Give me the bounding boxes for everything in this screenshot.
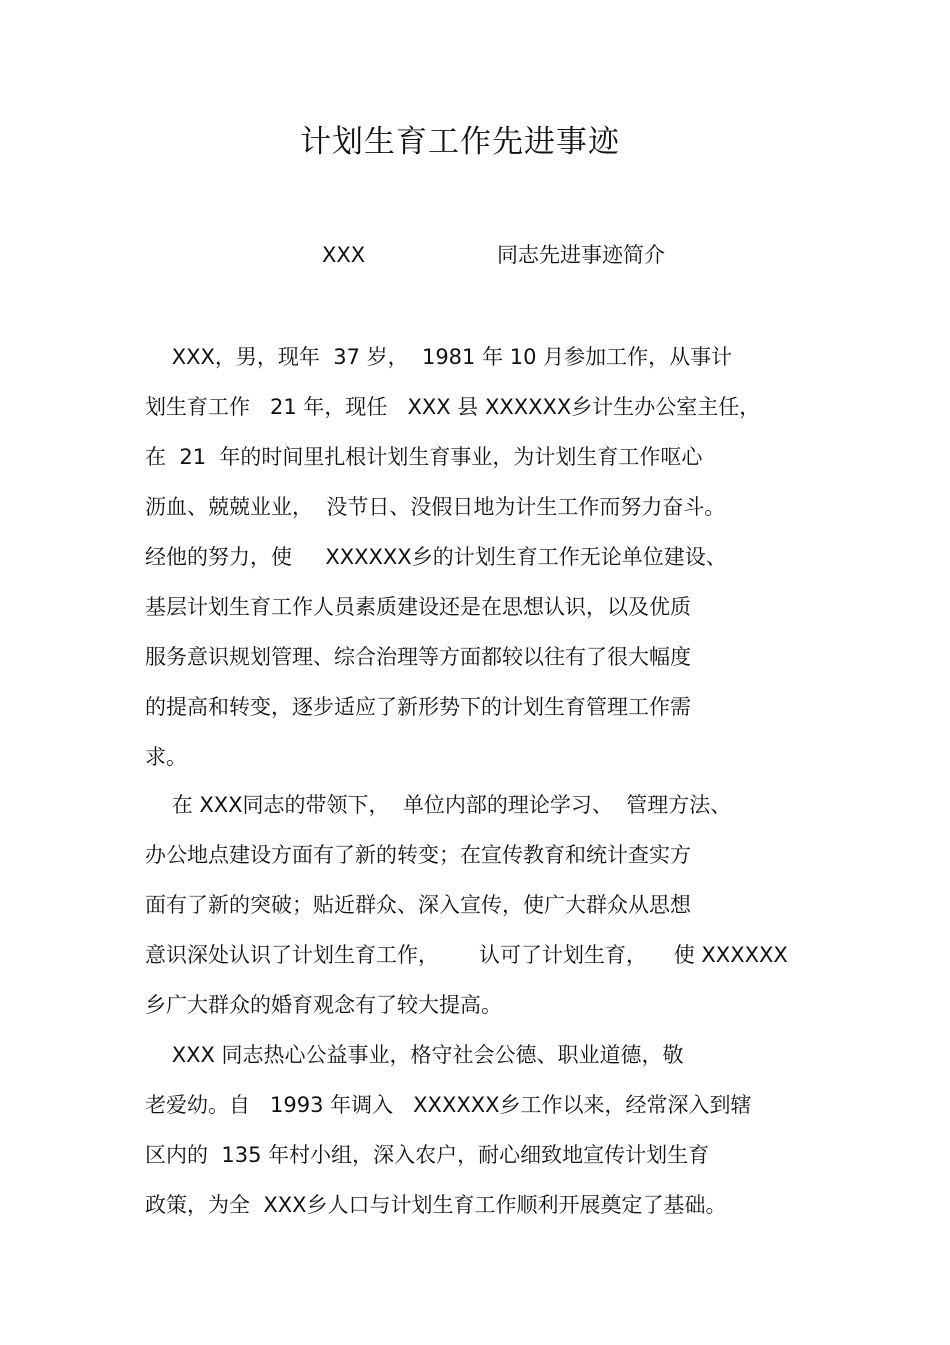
paragraph-3-line: 政策，为全 XXX乡人口与计划生育工作顺利开展奠定了基础。 [145,1193,727,1217]
subtitle-text: 同志先进事迹简介 [497,243,665,267]
paragraph-3-line: XXX 同志热心公益事业，格守社会公德、职业道德，敬 [145,1043,684,1067]
paragraph-1-line: 服务意识规划管理、综合治理等方面都较以往有了很大幅度 [145,645,691,669]
paragraph-2-line: 乡广大群众的婚育观念有了较大提高。 [145,993,502,1017]
paragraph-1-line: 在 21 年的时间里扎根计划生育事业，为计划生育工作呕心 [145,445,703,469]
paragraph-1-line: 基层计划生育工作人员素质建设还是在思想认识，以及优质 [145,595,691,619]
subtitle-person-name: XXX [322,243,366,267]
document-title: 计划生育工作先进事迹 [300,124,620,160]
paragraph-3-line: 老爱幼。自 1993 年调入 XXXXXX乡工作以来，经常深入到辖 [145,1093,752,1117]
paragraph-1-line: 的提高和转变，逐步适应了新形势下的计划生育管理工作需 [145,695,691,719]
paragraph-1-line: 经他的努力，使 XXXXXX乡的计划生育工作无论单位建设、 [145,545,727,569]
paragraph-1-line: 划生育工作 21 年，现任 XXX 县 XXXXXX乡计生办公室主任， [145,395,761,419]
paragraph-2-line: 面有了新的突破；贴近群众、深入宣传，使广大群众从思想 [145,893,691,917]
paragraph-2-line: 办公地点建设方面有了新的转变；在宣传教育和统计查实方 [145,843,691,867]
paragraph-2-line: 在 XXX同志的带领下， 单位内部的理论学习、 管理方法、 [145,793,732,817]
paragraph-1-line: 求。 [145,745,187,769]
paragraph-1-line: XXX，男，现年 37 岁， 1981 年 10 月参加工作，从事计 [145,345,733,369]
paragraph-2-line: 意识深处认识了计划生育工作， 认可了计划生育， 使 XXXXXX [145,943,788,967]
paragraph-3-line: 区内的 135 年村小组，深入农户，耐心细致地宣传计划生育 [145,1143,710,1167]
document-subtitle [322,238,665,272]
paragraph-1-line: 沥血、兢兢业业， 没节日、没假日地为计生工作而努力奋斗。 [145,495,726,519]
